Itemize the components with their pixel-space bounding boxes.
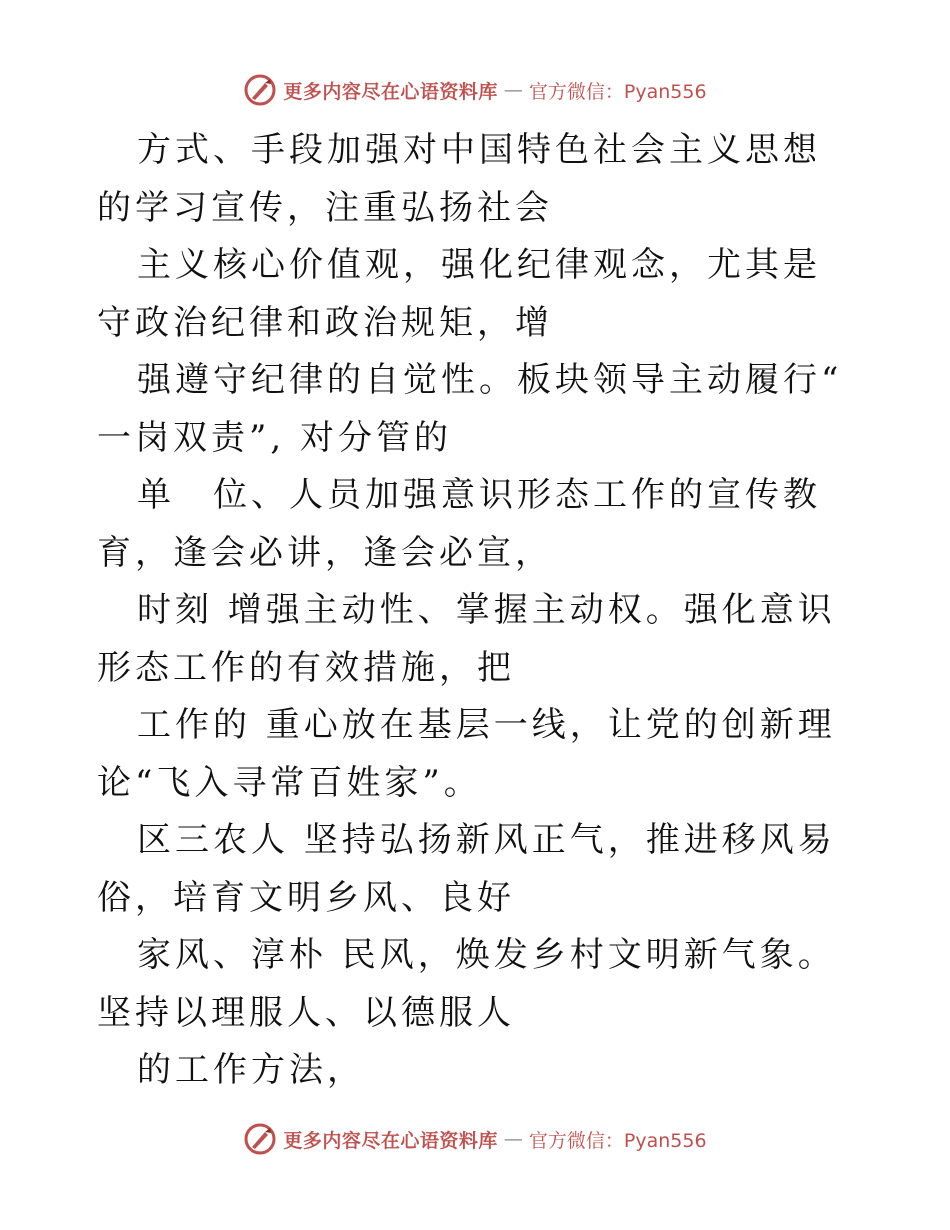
watermark-contact: 官方微信：Pyan556 <box>528 80 707 103</box>
paragraph-1: 方式、手段加强对中国特色社会主义思想的学习宣传，注重弘扬社会 <box>97 130 821 228</box>
body-text <box>97 122 857 1100</box>
watermark-title: 更多内容尽在心语资料库 <box>283 1129 498 1152</box>
quill-pen-icon <box>243 1122 277 1156</box>
header-watermark <box>0 72 950 108</box>
watermark-separator: — <box>503 79 523 101</box>
footer-watermark <box>0 1121 950 1157</box>
paragraph-9: 的工作方法， <box>137 1050 365 1090</box>
paragraph-5: 时刻 增强主动性、掌握主动权。强化意识形态工作的有效措施，把 <box>97 590 836 688</box>
paragraph-7: 区三农人 坚持弘扬新风正气，推进移风易俗，培育文明乡风、良好 <box>97 820 836 918</box>
watermark-separator: — <box>503 1128 523 1150</box>
quill-pen-icon <box>243 73 277 107</box>
paragraph-6: 工作的 重心放在基层一线，让党的创新理 论“飞入寻常百姓家”。 <box>97 705 851 803</box>
paragraph-3: 强遵守纪律的自觉性。板块领导主动履行“ 一岗双责”, 对分管的 <box>97 360 858 458</box>
paragraph-8: 家风、淳朴 民风，焕发乡村文明新气象。坚持以理服人、以德服人 <box>97 935 836 1033</box>
watermark-title: 更多内容尽在心语资料库 <box>283 80 498 103</box>
paragraph-2: 主义核心价值观，强化纪律观念，尤其是守政治纪律和政治规矩，增 <box>97 245 821 343</box>
watermark-contact: 官方微信：Pyan556 <box>528 1129 707 1152</box>
paragraph-4: 单 位、人员加强意识形态工作的宣传教育，逢会必讲，逢会必宣， <box>97 475 821 573</box>
